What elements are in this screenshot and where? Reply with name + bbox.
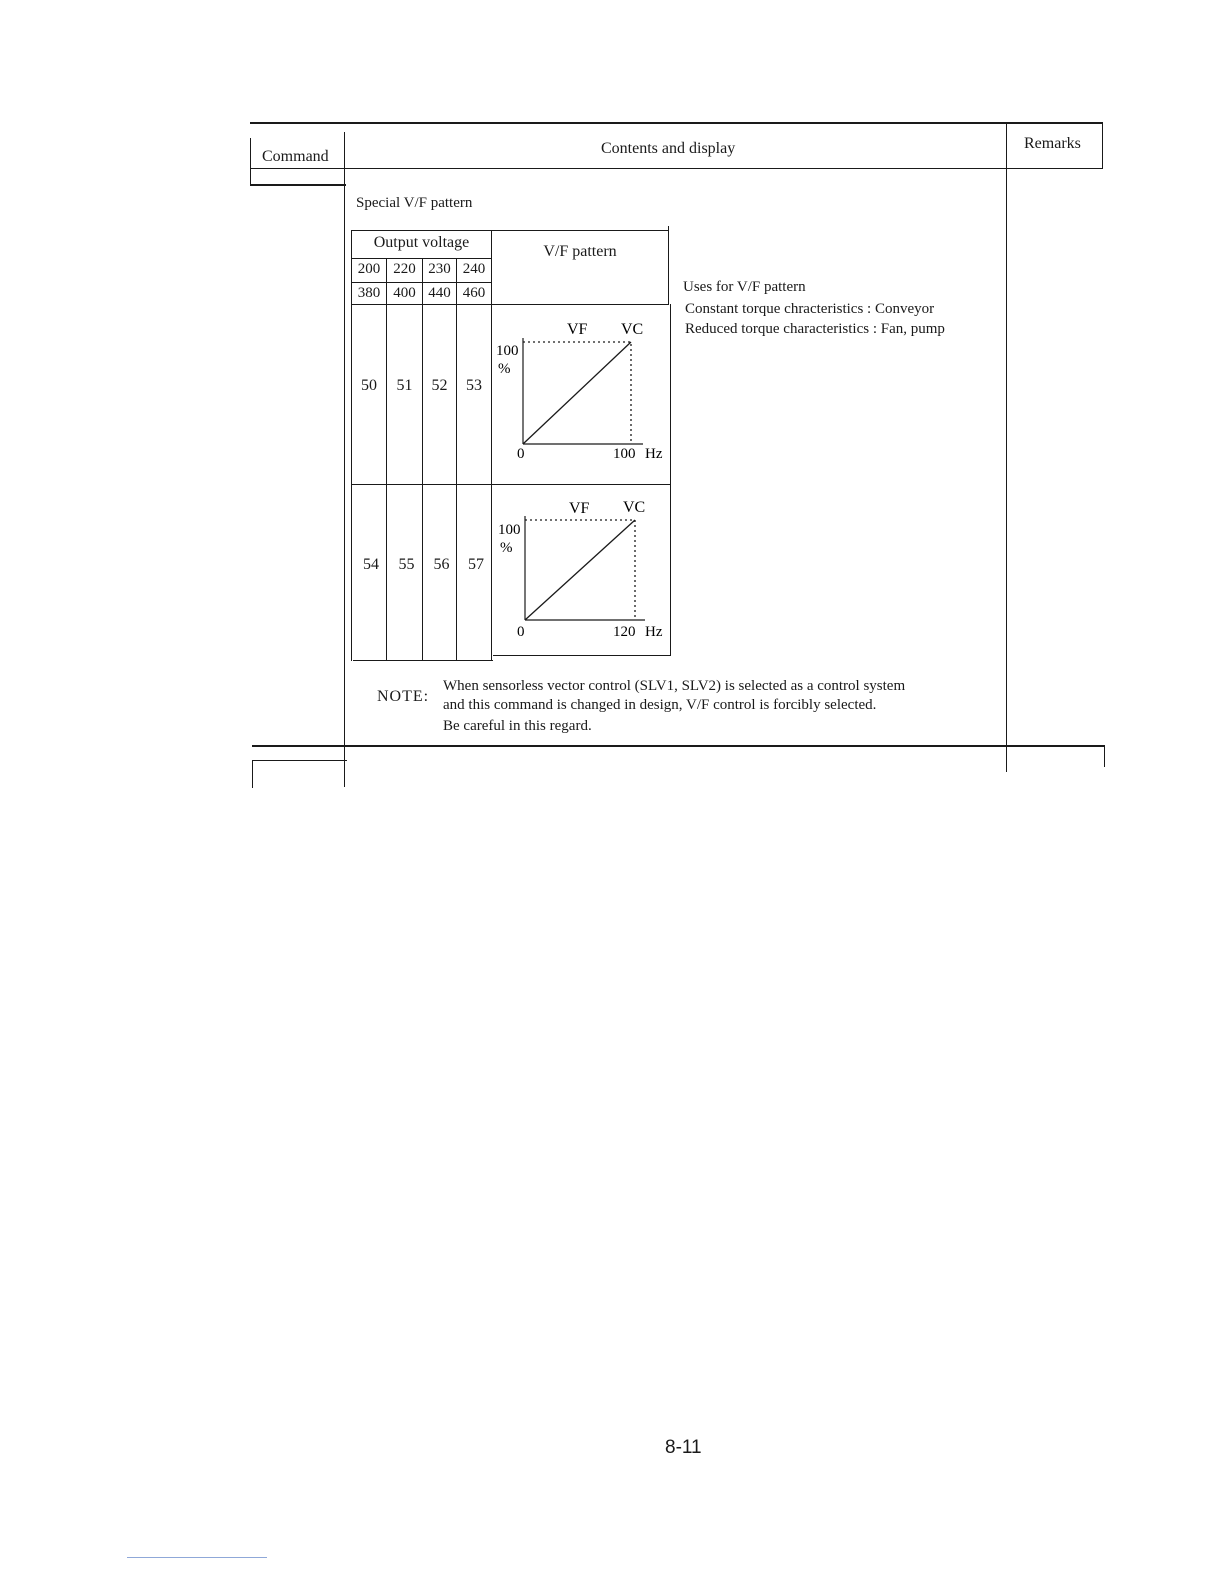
y-top-label: 100 xyxy=(498,522,521,538)
pattern-code-cell: 52 xyxy=(431,377,448,394)
pattern-code-cell: 51 xyxy=(396,377,413,394)
x-end-label: 100 xyxy=(613,446,636,462)
remarks-column-divider xyxy=(1006,122,1007,772)
x-end-label: 120 xyxy=(613,624,636,640)
table-left-border xyxy=(250,138,251,186)
command-header-bottom-border xyxy=(250,184,346,186)
legend-vc-label: VC xyxy=(621,321,644,338)
command-column-header: Command xyxy=(262,148,329,165)
vf-chart-2 xyxy=(495,486,671,656)
command-column-divider xyxy=(344,132,345,787)
legend-vf-label: VF xyxy=(567,321,588,338)
voltage-cell: 240 xyxy=(462,261,486,277)
uses-constant-torque: Constant torque chracteristics : Conveyor xyxy=(685,301,935,317)
pattern-code-cell: 57 xyxy=(468,556,484,573)
voltage-cell: 230 xyxy=(428,261,451,277)
pattern-code-cell: 56 xyxy=(433,556,450,573)
remarks-column-header: Remarks xyxy=(1024,135,1081,152)
table-bottom-border xyxy=(252,745,1104,747)
voltage-cell: 200 xyxy=(357,261,381,277)
footer-rule xyxy=(127,1557,267,1558)
note-line-1: When sensorless vector control (SLV1, SLV2) is selected as a control system xyxy=(443,678,906,694)
table-top-border xyxy=(250,122,1103,124)
x-unit-label: Hz xyxy=(645,624,663,640)
next-row-top-border xyxy=(252,760,347,761)
header-bottom-border xyxy=(250,168,1103,169)
section-title: Special V/F pattern xyxy=(356,195,473,211)
pattern-code-cell: 53 xyxy=(466,377,482,394)
x-unit-label: Hz xyxy=(645,446,663,462)
voltage-cell: 440 xyxy=(428,285,451,301)
legend-vf-label: VF xyxy=(569,500,590,517)
pattern-code-cell: 55 xyxy=(398,556,415,573)
note-line-3: Be careful in this regard. xyxy=(443,718,592,734)
x-origin-label: 0 xyxy=(517,624,525,640)
table-right-border-lower xyxy=(1104,745,1105,767)
legend-vc-label: VC xyxy=(623,499,646,516)
voltage-cell: 460 xyxy=(462,285,486,301)
y-top-label: 100 xyxy=(496,343,519,359)
y-unit-label: % xyxy=(500,540,513,556)
voltage-cell: 220 xyxy=(393,261,416,277)
note-label: NOTE: xyxy=(377,688,430,705)
page-number: 8-11 xyxy=(665,1437,702,1458)
vf-pattern-header: V/F pattern xyxy=(543,243,617,260)
pattern-code-cell: 54 xyxy=(363,556,379,573)
vf-series-line xyxy=(525,520,635,620)
output-voltage-header: Output voltage xyxy=(373,234,470,251)
vf-series-line xyxy=(523,342,631,444)
y-unit-label: % xyxy=(498,361,511,377)
table-right-border xyxy=(1102,122,1103,168)
note-line-2: and this command is changed in design, V/F control is forcibly selected. xyxy=(443,697,877,713)
contents-column-header: Contents and display xyxy=(601,140,736,157)
table-left-border-lower xyxy=(252,760,253,788)
uses-reduced-torque: Reduced torque characteristics : Fan, pump xyxy=(685,321,945,337)
x-origin-label: 0 xyxy=(517,446,525,462)
pattern-code-cell: 50 xyxy=(361,377,377,394)
vf-chart-1 xyxy=(493,306,669,482)
voltage-cell: 380 xyxy=(357,285,381,301)
voltage-cell: 400 xyxy=(393,285,416,301)
uses-title: Uses for V/F pattern xyxy=(683,279,806,295)
